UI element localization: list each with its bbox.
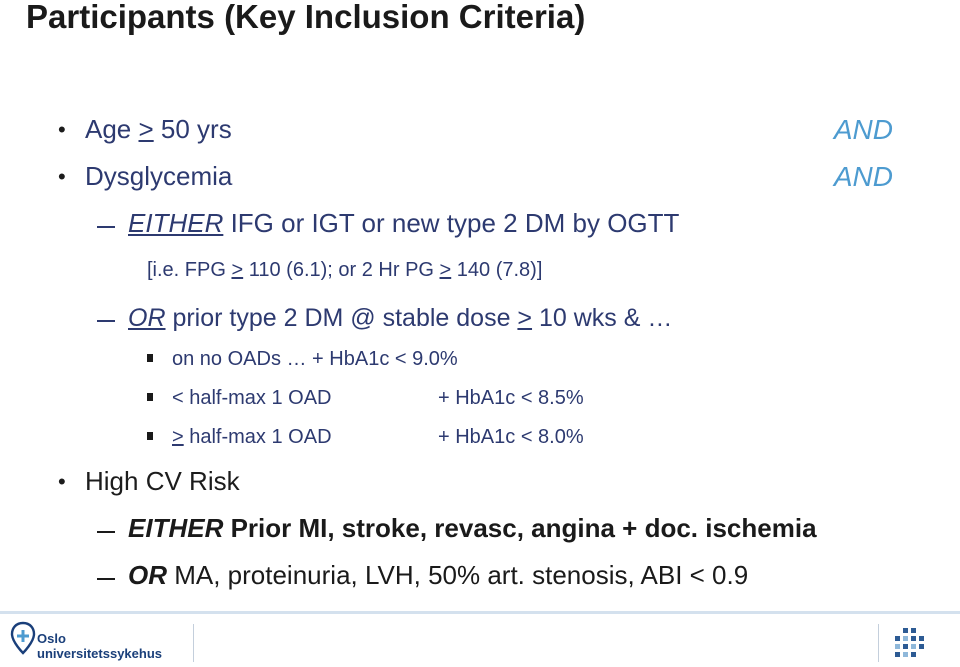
footer-divider: [0, 611, 960, 614]
and-connector: AND: [833, 114, 893, 145]
dot-grid-icon: [895, 628, 935, 662]
dash-icon: [97, 578, 115, 580]
dash-icon: [97, 531, 115, 533]
sub-item-hba1c-85: + HbA1c < 8.5%: [438, 387, 584, 409]
bullet-icon: •: [58, 164, 66, 189]
dash-icon: [97, 320, 115, 322]
sub-item-half-max-above: > half-max 1 OAD: [172, 426, 332, 448]
and-connector: AND: [833, 161, 893, 192]
footer-separator: [193, 624, 194, 662]
footer-separator: [878, 624, 879, 662]
sub-item-half-max-below: < half-max 1 OAD: [172, 387, 332, 409]
sub-item-no-oads: on no OADs … + HbA1c < 9.0%: [172, 348, 458, 370]
either-prior-mi-line: EITHER Prior MI, stroke, revasc, angina + doc. ischemia: [128, 513, 817, 543]
oslo-university-hospital-logo-icon: [10, 621, 36, 660]
square-bullet-icon: [147, 393, 153, 401]
square-bullet-icon: [147, 432, 153, 440]
dash-icon: [97, 226, 115, 228]
slide-title: Participants (Key Inclusion Criteria): [26, 0, 586, 35]
dysglycemia-criterion: Dysglycemia: [85, 161, 233, 191]
or-ma-line: OR MA, proteinuria, LVH, 50% art. stenosis, ABI < 0.9: [128, 560, 749, 590]
high-cv-risk-criterion: High CV Risk: [85, 466, 240, 496]
bullet-icon: •: [58, 469, 66, 494]
either-ifg-line: EITHER IFG or IGT or new type 2 DM by OGTT: [128, 208, 680, 238]
age-criterion: Age > 50 yrs: [85, 114, 232, 144]
or-prior-dm-line: OR prior type 2 DM @ stable dose > 10 wks & …: [128, 304, 673, 332]
square-bullet-icon: [147, 354, 153, 362]
ie-criteria-line: [i.e. FPG > 110 (6.1); or 2 Hr PG > 140 (7.8)]: [147, 259, 543, 281]
sub-item-hba1c-80: + HbA1c < 8.0%: [438, 426, 584, 448]
bullet-icon: •: [58, 117, 66, 142]
hospital-brand-name: Oslo universitetssykehus: [37, 631, 163, 661]
